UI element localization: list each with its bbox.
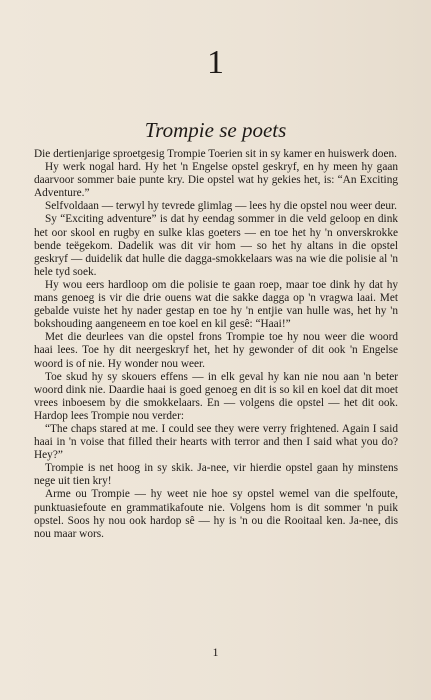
paragraph: Trompie is net hoog in sy skik. Ja-nee, vir hierdie opstel gaan hy minstens nege uit tien kry! bbox=[34, 462, 398, 488]
page-number: 1 bbox=[212, 645, 219, 659]
paragraph: Die dertienjarige sproetgesig Trompie Toerien sit in sy kamer en huiswerk doen. bbox=[34, 148, 397, 160]
chapter-body bbox=[34, 148, 398, 541]
paragraph: “The chaps stared at me. I could see they were verry frightened. Again I said haai in 'n voise that filled their hearts with terror and then I said what you do? Hey?” bbox=[34, 422, 398, 462]
paragraph: Toe skud hy sy skouers effens — in elk geval hy kan nie nou aan 'n beter woord dink nie. Daardie haai is goed genoeg en dit is so kil en koel dat dit moet vrees inboesem by die smokkelaars. En — volgens die opstel — het dit ook. Hardop lees Trompie nou verder: bbox=[34, 370, 398, 422]
paragraph: Hy wou eers hardloop om die polisie te gaan roep, maar toe dink hy dat hy mans genoeg is vir die drie ouens wat die sakke dagga op 'n vragwa laai. Met gebalde vuiste het hy nader gestap en toe hy 'n entjie van hulle was, het hy 'n bokshouding aangeneem en toe koel en kil gesê: “Haai!” bbox=[34, 278, 398, 331]
paragraph: Hy werk nogal hard. Hy het 'n Engelse opstel geskryf, en hy meen hy gaan daarvoor sommer baie punte kry. Die opstel wat hy gekies het, is: “An Exciting Adventure.” bbox=[34, 161, 398, 200]
paragraph: Arme ou Trompie — hy weet nie hoe sy opstel wemel van die spelfoute, punktuasiefoute en grammatikafoute nie. Volgens hom is dit sommer 'n puik opstel. Soos hy nou ook hardop sê — hy is 'n ou die Rooitaal ken. Ja-nee, dis nou maar wors. bbox=[34, 488, 398, 540]
paragraph: Sy “Exciting adventure” is dat hy eendag sommer in die veld geloop en dink het oor skool en rugby en sulke klas goeters — en toe het hy 'n onverskrokke bende teëgekom. Dadelik was dit vir hom — so het hy altans in die opstel geskryf — duidelik dat hulle die dagga-smokkelaars was na wie die polisie al 'n hele tyd soek. bbox=[34, 213, 398, 278]
paragraph: Met die deurlees van die opstel frons Trompie toe hy nou weer die woord haai lees. Toe hy dit neergeskryf het, het hy gewonder of dit ook 'n Engelse woord is of nie. Hy wonder nou weer. bbox=[34, 331, 398, 370]
paragraph: Selfvoldaan — terwyl hy tevrede glimlag — lees hy die opstel nou weer deur. bbox=[45, 200, 397, 213]
chapter-number: 1 bbox=[207, 44, 224, 81]
chapter-title: Trompie se poets bbox=[144, 118, 287, 142]
